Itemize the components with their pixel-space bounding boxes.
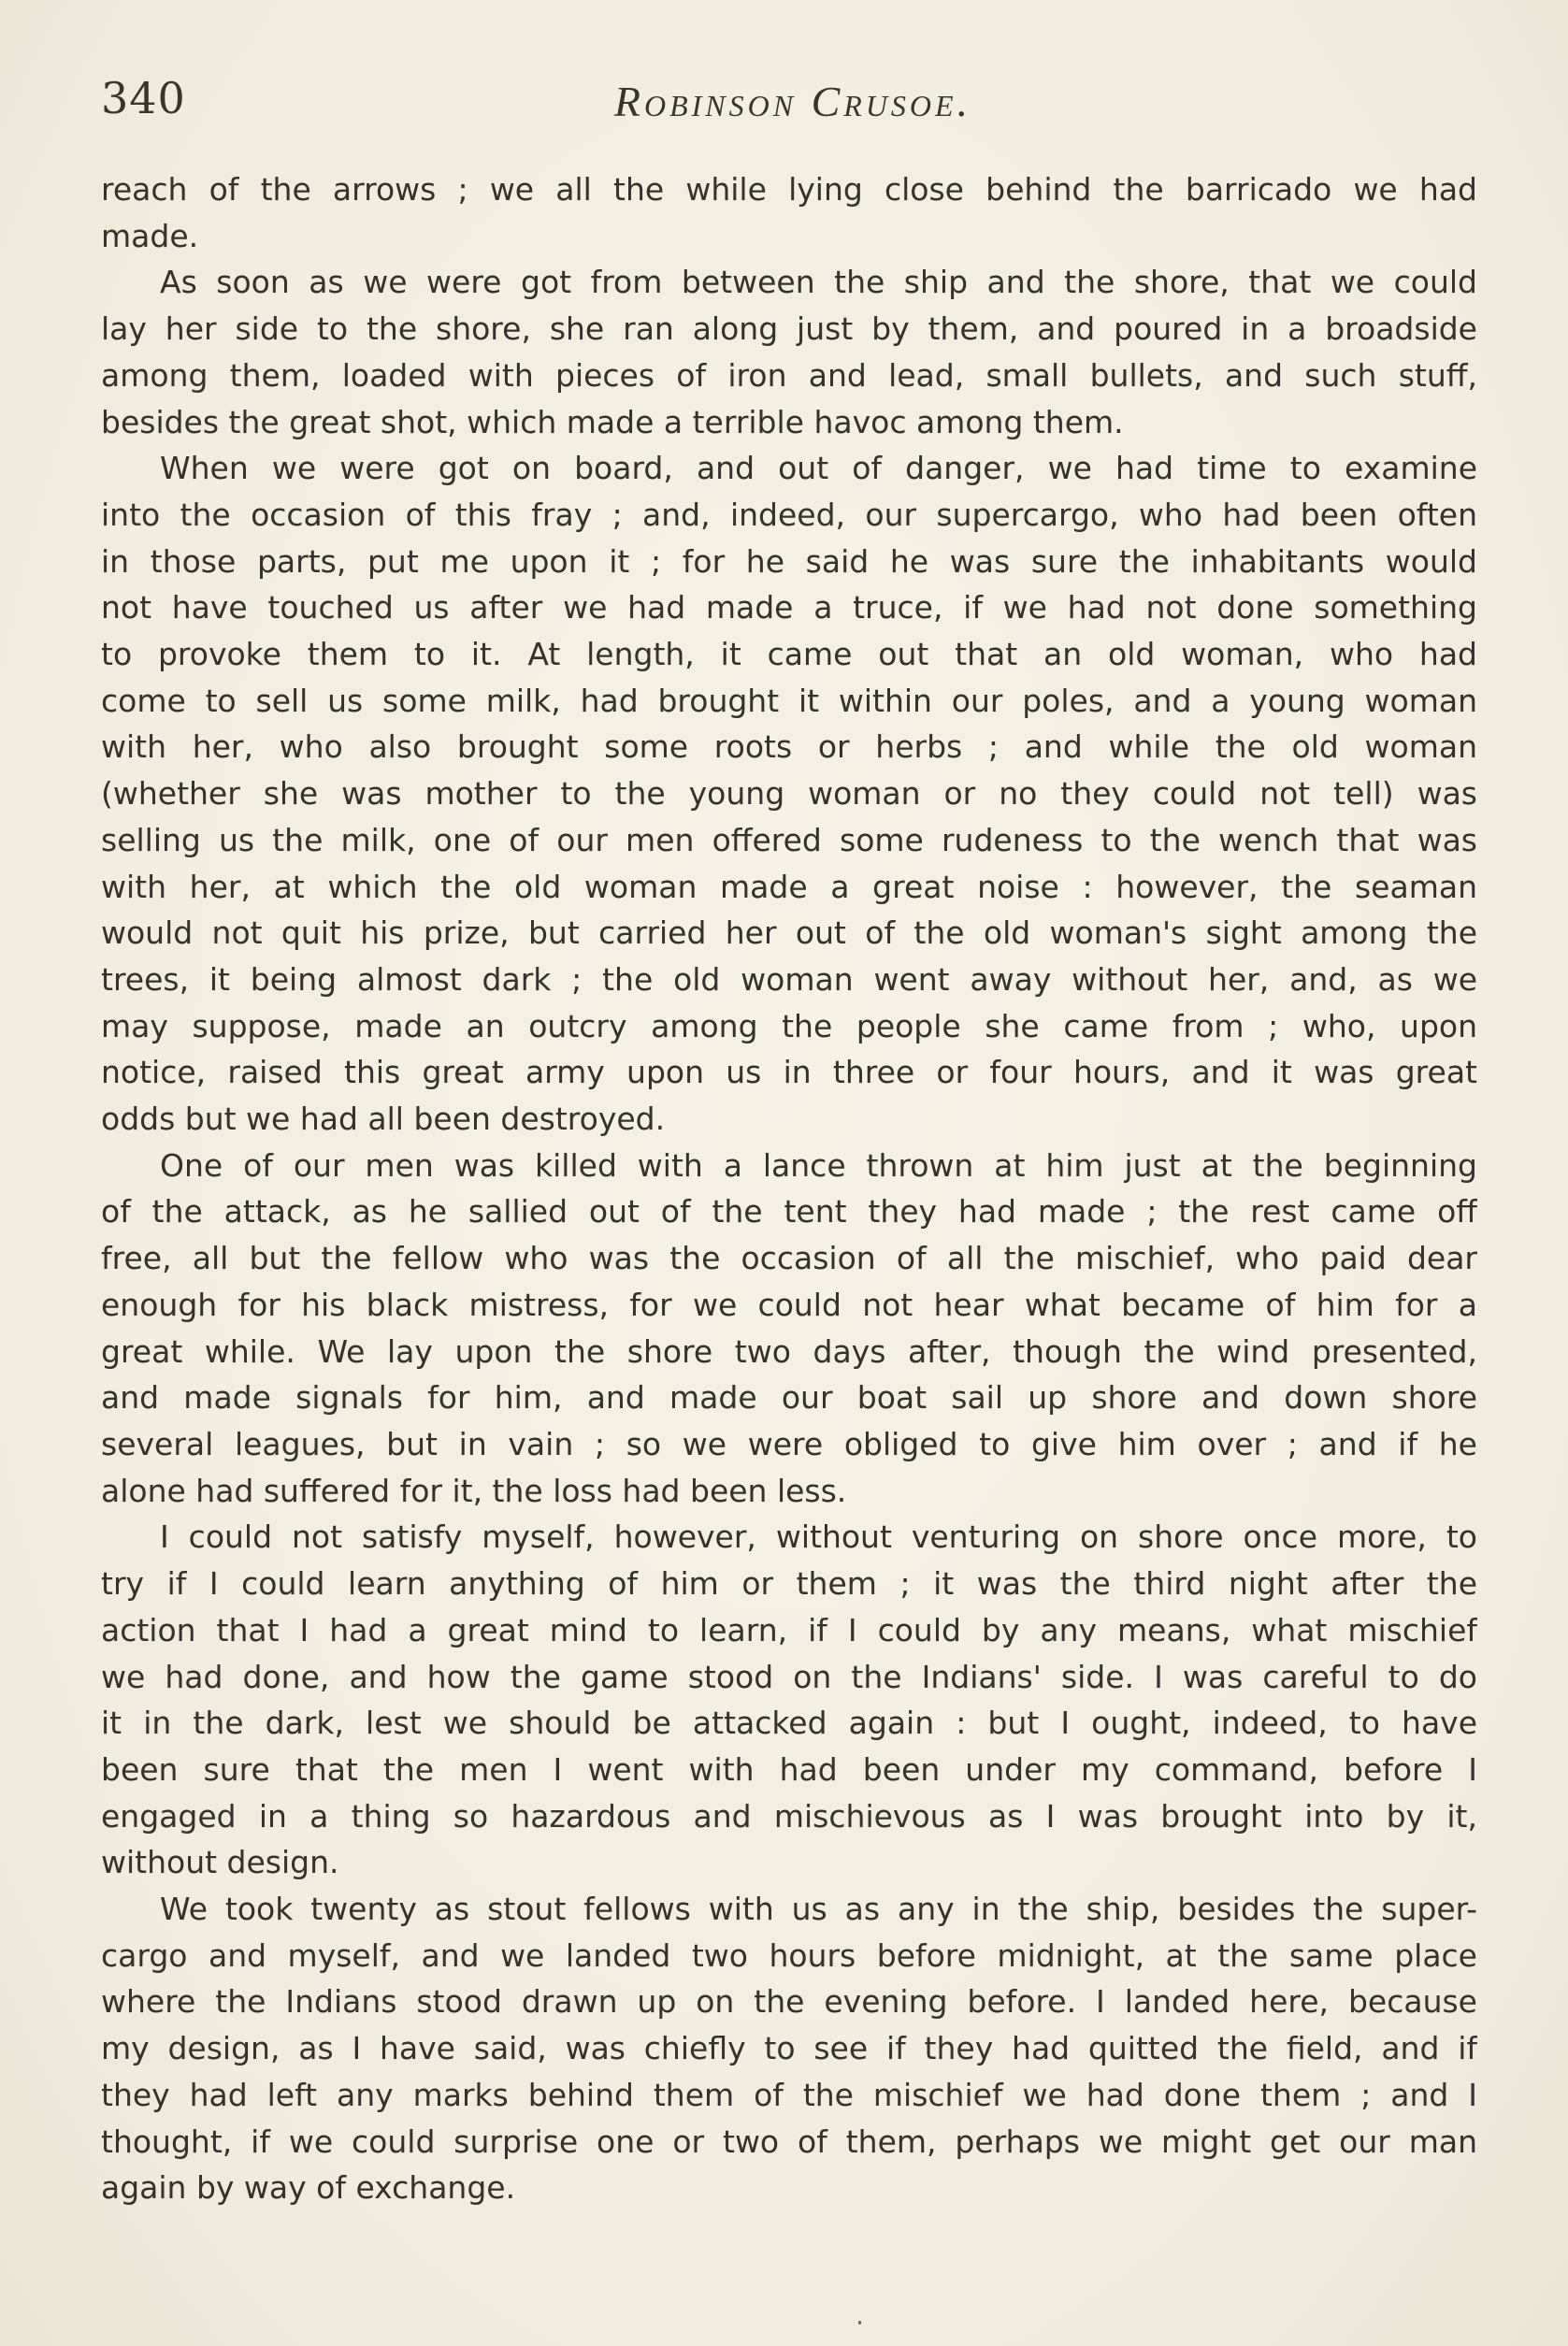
text-line: engaged in a thing so hazardous and mischievous as I was brought into by it,: [101, 1797, 1477, 1835]
text-line: We took twenty as stout fellows with us as any in the ship, besides the super-: [160, 1891, 1477, 1928]
text-line: into the occasion of this fray ; and, indeed, our supercargo, who had been often: [101, 496, 1477, 533]
text-line: thought, if we could surprise one or two of them, perhaps we might get our man: [101, 2123, 1477, 2160]
text-line: notice, raised this great army upon us in three or four hours, and it was great: [101, 1054, 1477, 1091]
text-line: (whether she was mother to the young woman or no they could not tell) was: [101, 775, 1477, 813]
paragraph: [101, 1143, 1477, 1515]
text-line: to provoke them to it. At length, it came out that an old woman, who had: [101, 636, 1477, 673]
text-line: with her, who also brought some roots or herbs ; and while the old woman: [101, 728, 1477, 766]
text-line: selling us the milk, one of our men offered some rudeness to the wench that was: [101, 821, 1477, 858]
text-line: in those parts, put me upon it ; for he said he was sure the inhabitants would: [101, 542, 1477, 580]
text-line: enough for his black mistress, for we could not hear what became of him for a: [101, 1286, 1477, 1323]
text-line: try if I could learn anything of him or them ; it was the third night after the: [101, 1565, 1477, 1603]
book-title: Robinson Crusoe.: [613, 78, 972, 125]
paragraph: [101, 1514, 1477, 1886]
text-line: free, all but the fellow who was the occasion of all the mischief, who paid dear: [101, 1240, 1477, 1277]
text-line: it in the dark, lest we should be attacked again : but I ought, indeed, to have: [101, 1705, 1477, 1742]
text-line: would not quit his prize, but carried her out of the old woman's sight among the: [101, 914, 1477, 952]
paragraph: [101, 1886, 1477, 2211]
text-line: been sure that the men I went with had been under my command, before I: [101, 1750, 1477, 1788]
text-line: One of our men was killed with a lance thrown at him just at the beginning: [160, 1146, 1477, 1184]
text-line: may suppose, made an outcry among the people she came from ; who, upon: [101, 1007, 1477, 1044]
text-line: where the Indians stood drawn up on the evening before. I landed here, because: [101, 1983, 1477, 2021]
text-line: action that I had a great mind to learn, if I could by any means, what mischief: [101, 1611, 1477, 1648]
running-head: [101, 73, 1485, 138]
paragraph: [101, 445, 1477, 1143]
text-line: come to sell us some milk, had brought it within our poles, and a young woman: [101, 682, 1477, 719]
text-line: besides the great shot, which made a terrible havoc among them.: [101, 403, 1124, 440]
text-line: we had done, and how the game stood on the Indians' side. I was careful to do: [101, 1658, 1477, 1695]
text-line: lay her side to the shore, she ran along just by them, and poured in a broadside: [101, 310, 1477, 348]
text-line: my design, as I have said, was chiefly to see if they had quitted the field, and if: [101, 2030, 1477, 2067]
text-line: among them, loaded with pieces of iron and lead, small bullets, and such stuff,: [101, 356, 1477, 394]
text-line: again by way of exchange.: [101, 2169, 516, 2207]
text-line: When we were got on board, and out of danger, we had time to examine: [160, 450, 1477, 487]
text-line: trees, it being almost dark ; the old woman went away without her, and, as we: [101, 960, 1477, 998]
text-line: reach of the arrows ; we all the while lying close behind the barricado we had: [101, 171, 1477, 208]
text-line: with her, at which the old woman made a great noise : however, the seaman: [101, 868, 1477, 905]
text-line: not have touched us after we had made a truce, if we had not done something: [101, 589, 1477, 626]
body-text: [101, 166, 1477, 2211]
text-line: alone had suffered for it, the loss had been less.: [101, 1472, 847, 1509]
paragraph: [101, 259, 1477, 445]
text-line: odds but we had all been destroyed.: [101, 1101, 666, 1138]
text-line: several leagues, but in vain ; so we were obliged to give him over ; and if he: [101, 1425, 1477, 1462]
text-line: of the attack, as he sallied out of the tent they had made ; the rest came off: [101, 1193, 1477, 1231]
text-line: As soon as we were got from between the ship and the shore, that we could: [160, 264, 1477, 301]
text-line: great while. We lay upon the shore two days after, though the wind presented,: [101, 1332, 1477, 1370]
text-line: made.: [101, 217, 199, 254]
text-line: and made signals for him, and made our boat sail up shore and down shore: [101, 1379, 1477, 1417]
text-line: I could not satisfy myself, however, without venturing on shore once more, to: [160, 1518, 1477, 1556]
paragraph: [101, 166, 1477, 259]
text-line: they had left any marks behind them of the mischief we had done them ; and I: [101, 2076, 1477, 2113]
page-number: 340: [101, 73, 186, 123]
text-line: without design.: [101, 1844, 339, 1881]
ink-speck: [858, 2321, 861, 2324]
text-line: cargo and myself, and we landed two hours before midnight, at the same place: [101, 1936, 1477, 1974]
